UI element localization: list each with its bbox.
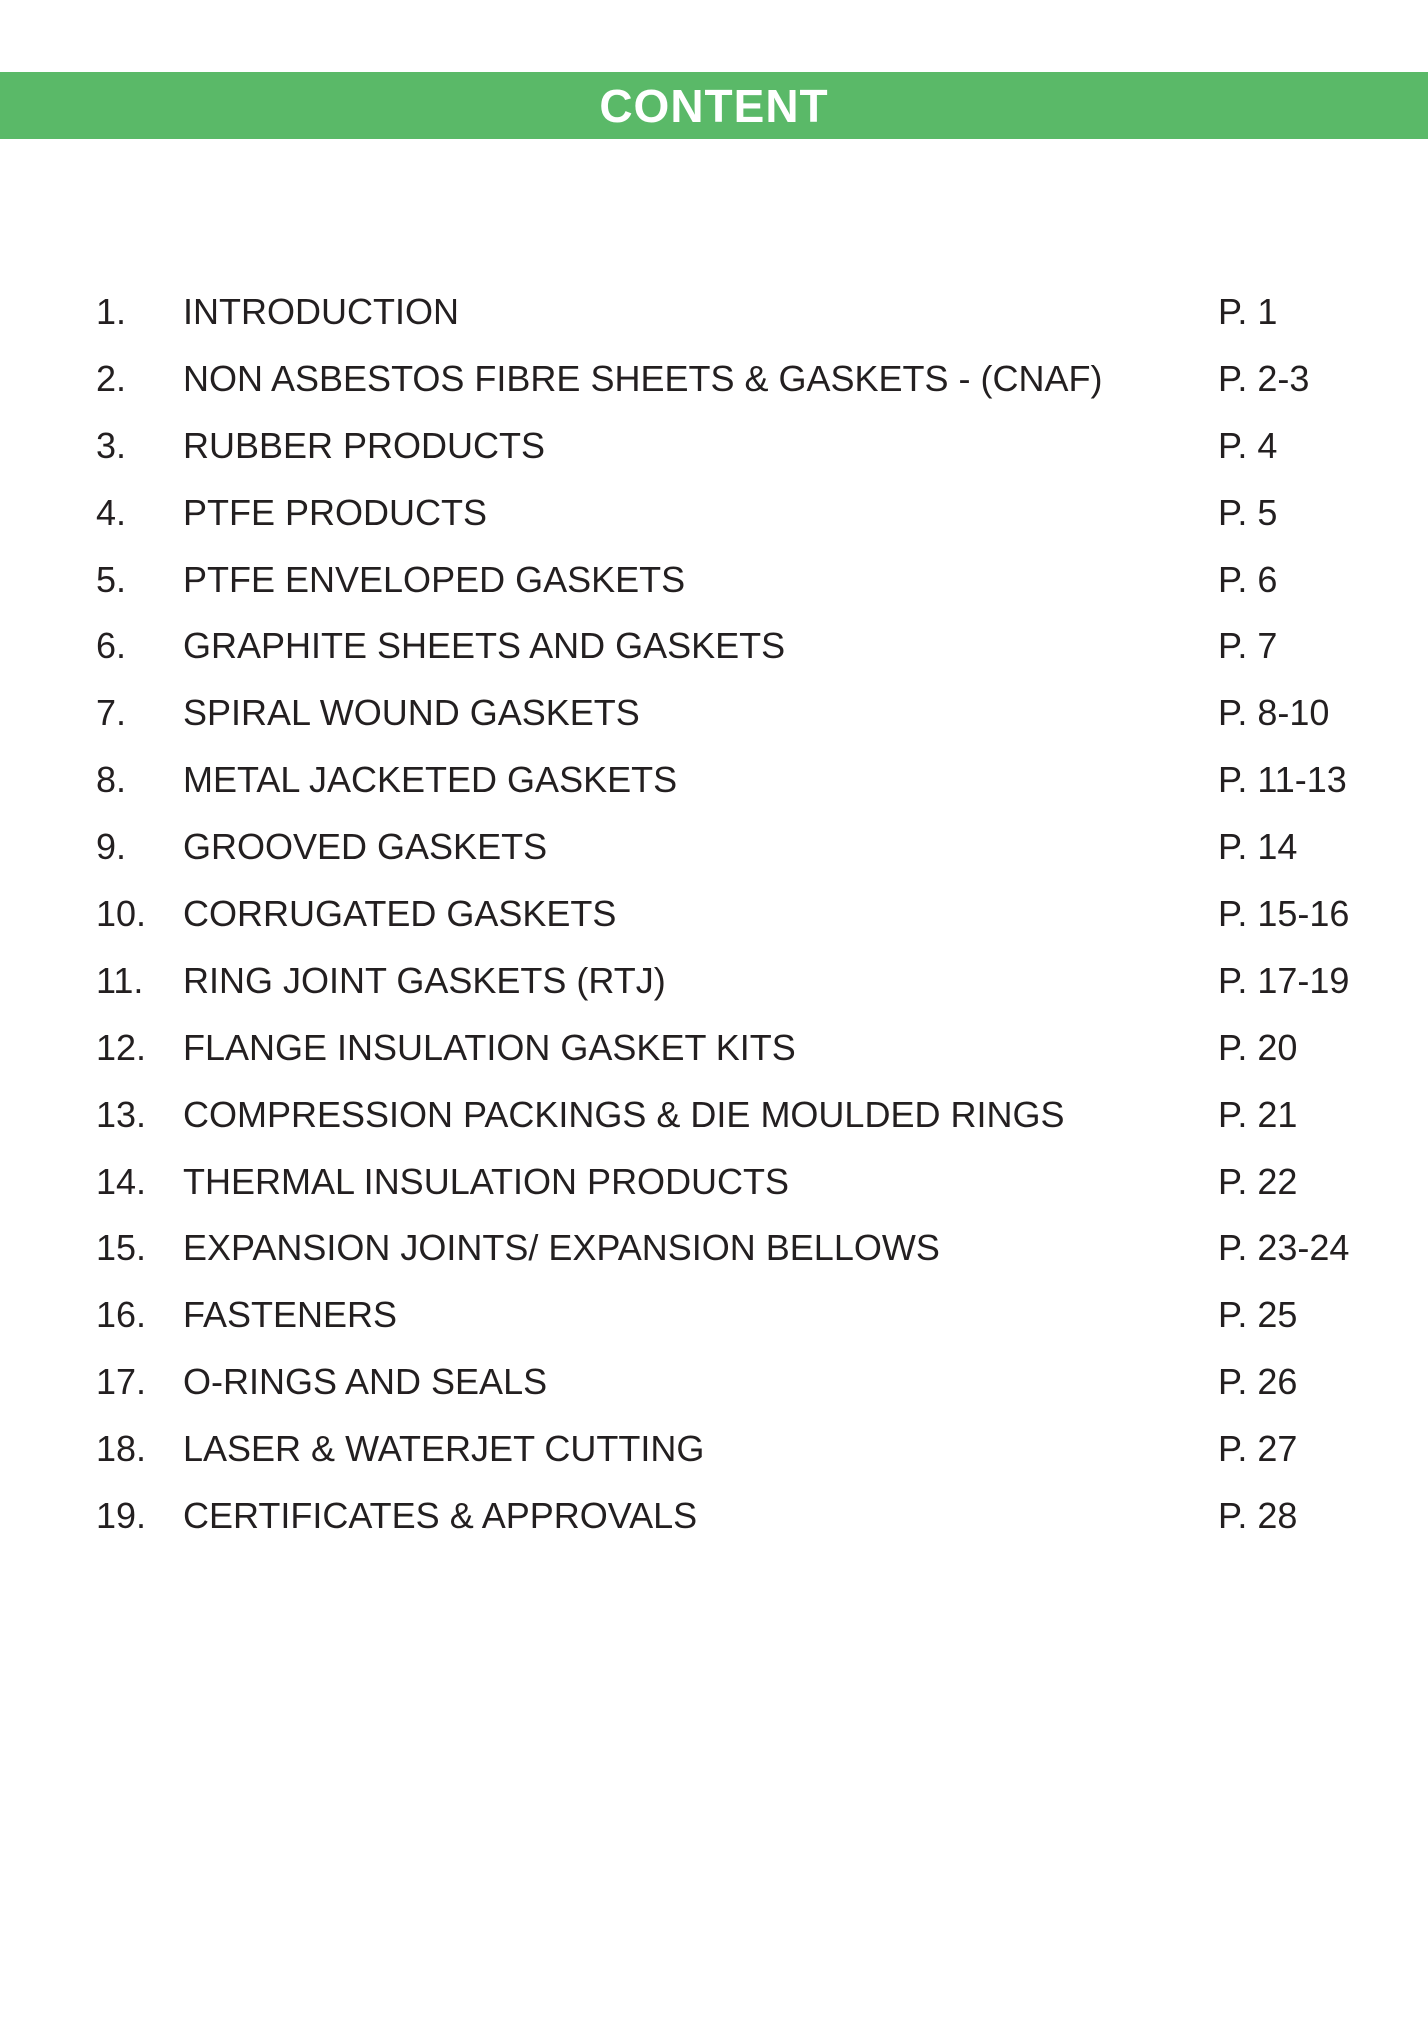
toc-entry-page: P. 17-19 [1218,959,1350,1001]
toc-entry-number: 4. [96,491,127,533]
toc-entry-page: P. 1 [1218,291,1278,332]
toc-entry-title: RING JOINT GASKETS (RTJ) [183,959,666,1001]
toc-entry-number: 8. [96,759,127,801]
toc-entry-title: GROOVED GASKETS [183,826,548,868]
toc-entry-title: LASER & WATERJET CUTTING [183,1428,705,1470]
toc-entry-page: P. 4 [1218,424,1278,466]
toc-entry-page: P. 22 [1218,1160,1298,1202]
toc-entry-title: EXPANSION JOINTS/ EXPANSION BELLOWS [183,1227,940,1269]
toc-entry-number: 7. [96,692,127,734]
toc-entry-number: 6. [96,625,127,667]
toc-entry-page: P. 5 [1218,491,1278,533]
toc-entry [0,424,1428,495]
toc-entry-page: P. 27 [1218,1428,1298,1470]
toc-entry-title: O-RINGS AND SEALS [183,1361,548,1403]
toc-entry [0,1026,1428,1097]
toc-entry-page: P. 25 [1218,1294,1298,1336]
toc-entry-number: 9. [96,826,127,868]
toc-entry-number: 15. [96,1227,147,1269]
toc-entry-number: 13. [96,1093,147,1135]
toc-entry [0,625,1428,695]
toc-entry-page: P. 14 [1218,826,1298,868]
toc-entry-page: P. 7 [1218,625,1278,667]
toc-entry-number: 19. [96,1495,147,1537]
toc-entry-page: P. 26 [1218,1361,1298,1403]
toc-entry-number: 1. [96,291,127,332]
toc-entry-page: P. 28 [1218,1495,1298,1537]
page-title: CONTENT [599,79,829,132]
toc-entry-title: CORRUGATED GASKETS [183,893,617,935]
toc-entry [0,1093,1428,1164]
toc-entry [0,1294,1428,1364]
toc-entry [0,826,1428,896]
toc-entry-number: 2. [96,357,127,399]
toc-entry-title: COMPRESSION PACKINGS & DIE MOULDED RINGS [183,1093,1065,1135]
toc-entry [0,558,1428,629]
toc-entry-number: 10. [96,893,147,935]
toc-entry-page: P. 11-13 [1218,759,1347,801]
toc-entry-page: P. 21 [1218,1093,1298,1135]
toc-entry [0,893,1428,963]
toc-entry [0,1227,1428,1297]
toc-entry-title: INTRODUCTION [183,291,459,332]
toc-entry-title: THERMAL INSULATION PRODUCTS [183,1160,790,1202]
toc-entry-page: P. 6 [1218,558,1278,600]
toc-entry-page: P. 15-16 [1218,893,1350,935]
toc-entry-title: METAL JACKETED GASKETS [183,759,678,801]
toc-entry-number: 14. [96,1160,147,1202]
toc-entry [0,759,1428,829]
toc-entry-number: 18. [96,1428,147,1470]
content-banner [0,72,1428,139]
toc-entry-number: 16. [96,1294,147,1336]
toc-entry [0,291,1428,361]
toc-entry-number: 3. [96,424,127,466]
toc-entry [0,1495,1428,1565]
toc-entry-number: 5. [96,558,127,600]
toc-entry [0,1428,1428,1498]
toc-entry [0,491,1428,562]
toc-entry-title: PTFE ENVELOPED GASKETS [183,558,686,600]
toc-entry-page: P. 2-3 [1218,357,1310,399]
toc-entry [0,357,1428,428]
toc-entry-title: PTFE PRODUCTS [183,491,488,533]
toc-entry-title: RUBBER PRODUCTS [183,424,546,466]
toc-entry [0,692,1428,762]
toc-entry-title: CERTIFICATES & APPROVALS [183,1495,698,1537]
toc-entry [0,1160,1428,1231]
toc-entry [0,1361,1428,1431]
toc-entry-page: P. 8-10 [1218,692,1330,734]
toc-entry-number: 12. [96,1026,147,1068]
toc-entry-page: P. 23-24 [1218,1227,1350,1269]
toc-entry-title: FLANGE INSULATION GASKET KITS [183,1026,796,1068]
toc-entry-number: 11. [96,959,144,1001]
toc-entry-title: NON ASBESTOS FIBRE SHEETS & GASKETS - (CNAF) [183,357,1103,399]
toc-entry-page: P. 20 [1218,1026,1298,1068]
toc-entry-number: 17. [96,1361,147,1403]
toc-entry-title: GRAPHITE SHEETS AND GASKETS [183,625,786,667]
toc-entry-title: FASTENERS [183,1294,398,1336]
toc-entry-title: SPIRAL WOUND GASKETS [183,692,640,734]
toc-entry [0,959,1428,1030]
toc-list [0,291,1428,1565]
